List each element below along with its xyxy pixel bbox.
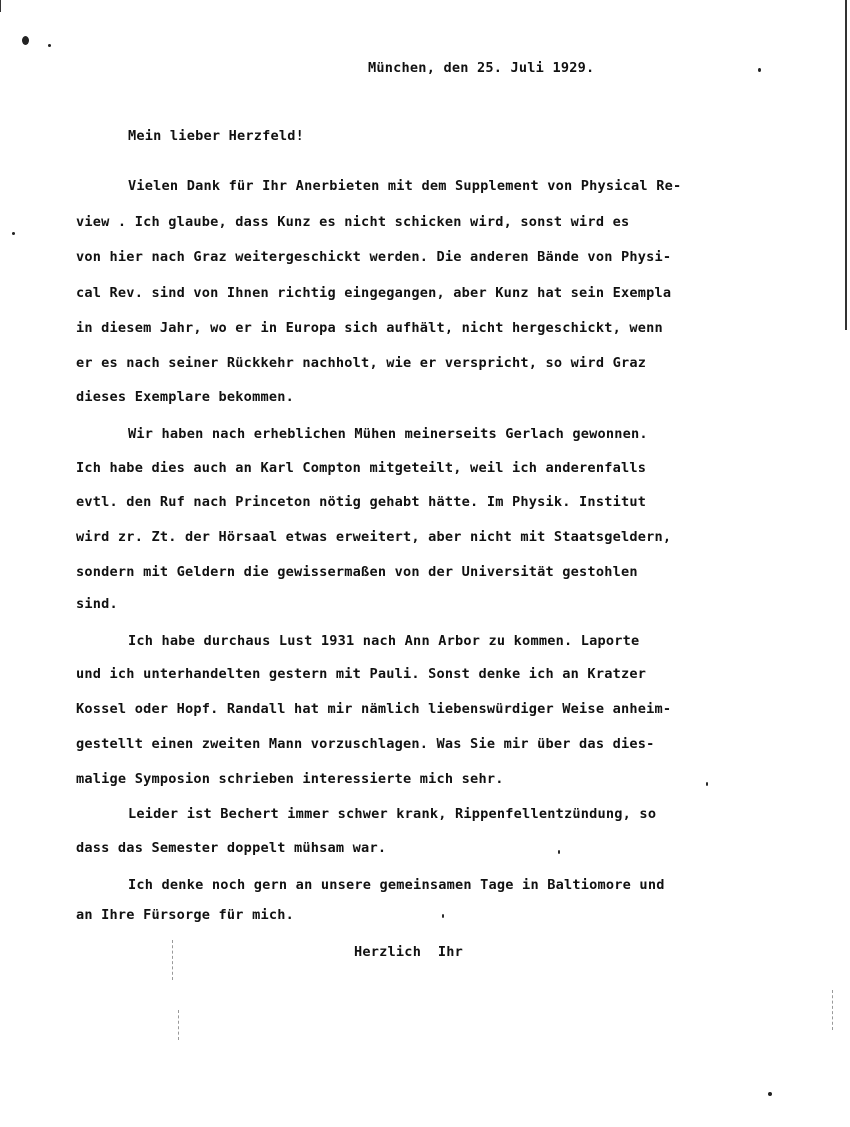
text-line: cal Rev. sind von Ihnen richtig eingegangen, aber Kunz hat sein Exempla [76,285,672,301]
scan-edge-line [0,0,1,12]
scan-speck [442,914,444,918]
text-line: er es nach seiner Rückkehr nachholt, wie er verspricht, so wird Graz [76,355,647,371]
text-line: malige Symposion schrieben interessierte mich sehr. [76,771,504,787]
scan-speck [758,68,761,72]
text-line: Wir haben nach erheblichen Mühen meinerseits Gerlach gewonnen. [128,426,648,442]
scan-faint-mark [172,940,173,980]
scan-speck [22,36,29,45]
scan-faint-mark [178,1010,179,1040]
text-line: Ich denke noch gern an unsere gemeinsamen Tage in Baltiomore und [128,877,665,893]
text-line: sondern mit Geldern die gewissermaßen von der Universität gestohlen [76,564,638,580]
text-line: Ich habe durchaus Lust 1931 nach Ann Arbor zu kommen. Laporte [128,633,640,649]
text-line: Vielen Dank für Ihr Anerbieten mit dem Supplement von Physical Re- [128,178,682,194]
text-line: in diesem Jahr, wo er in Europa sich aufhält, nicht hergeschickt, wenn [76,320,663,336]
letter-closing: Herzlich Ihr [354,944,463,960]
scan-speck [48,44,51,47]
scan-speck [12,232,15,235]
text-line: wird zr. Zt. der Hörsaal etwas erweitert, aber nicht mit Staatsgeldern, [76,529,672,545]
text-line: von hier nach Graz weitergeschickt werden. Die anderen Bände von Physi- [76,249,672,265]
scan-speck [558,850,560,854]
scan-faint-mark [832,990,833,1030]
text-line: an Ihre Fürsorge für mich. [76,907,294,923]
text-line: gestellt einen zweiten Mann vorzuschlagen. Was Sie mir über das dies- [76,736,655,752]
scan-speck [768,1092,772,1096]
text-line: Leider ist Bechert immer schwer krank, Rippenfellentzündung, so [128,806,657,822]
text-line: Ich habe dies auch an Karl Compton mitgeteilt, weil ich anderenfalls [76,460,647,476]
scan-speck [706,782,708,786]
text-line: evtl. den Ruf nach Princeton nötig gehabt hätte. Im Physik. Institut [76,494,647,510]
scan-edge-line [845,0,847,330]
text-line: Kossel oder Hopf. Randall hat mir nämlich liebenswürdiger Weise anheim- [76,701,672,717]
text-line: und ich unterhandelten gestern mit Pauli. Sonst denke ich an Kratzer [76,666,647,682]
text-line: view . Ich glaube, dass Kunz es nicht schicken wird, sonst wird es [76,214,630,230]
letter-dateline: München, den 25. Juli 1929. [368,60,595,76]
text-line: dieses Exemplare bekommen. [76,389,294,405]
text-line: dass das Semester doppelt mühsam war. [76,840,387,856]
text-line: sind. [76,596,118,612]
letter-salutation: Mein lieber Herzfeld! [128,128,305,144]
